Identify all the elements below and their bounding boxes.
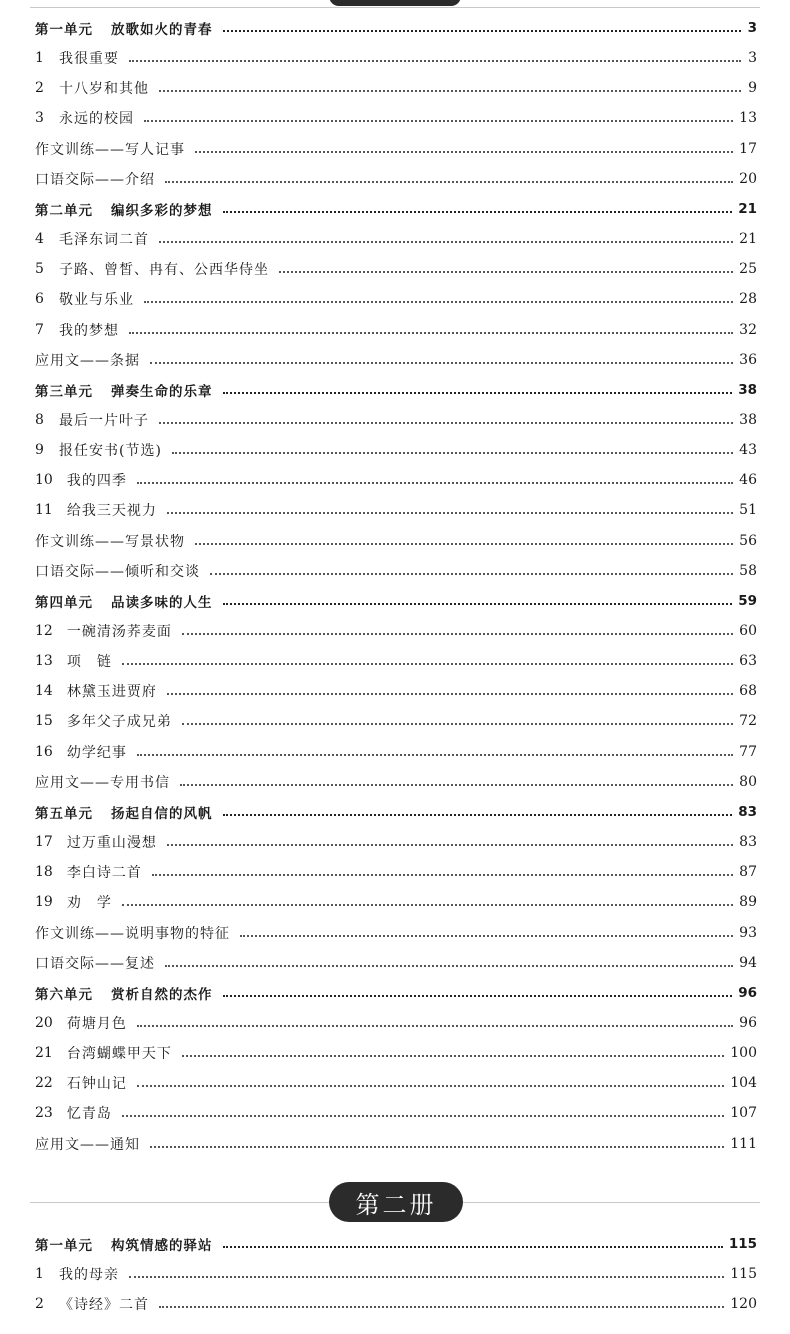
lesson-row	[35, 164, 757, 194]
lesson-number: 2	[35, 80, 44, 97]
page-number: 17	[739, 140, 757, 157]
page-number: 60	[739, 623, 757, 639]
lesson-title: 林黛玉进贾府	[66, 684, 157, 701]
lesson-row	[35, 556, 757, 586]
page-number: 51	[739, 502, 757, 519]
page-number: 38	[739, 411, 757, 428]
dot-leader	[279, 257, 733, 273]
dot-leader	[167, 830, 733, 846]
volume-2-badge: 第二册	[329, 1182, 463, 1222]
dot-leader	[129, 1262, 724, 1278]
dot-leader	[195, 529, 733, 545]
page-number: 107	[730, 1105, 757, 1122]
lesson-row	[35, 526, 757, 556]
lesson-row	[35, 646, 757, 676]
lesson-row	[35, 254, 757, 284]
page-number: 56	[739, 532, 757, 549]
lesson-row	[35, 706, 757, 736]
lesson-number: 14	[35, 683, 53, 700]
lesson-row	[35, 857, 757, 887]
lesson-title: 作文训练——写人记事	[35, 141, 185, 158]
lesson-row	[35, 134, 757, 164]
dot-leader	[144, 287, 733, 303]
lesson-row	[35, 435, 757, 465]
unit-title: 赏析自然的杰作	[111, 986, 213, 1003]
dot-leader	[129, 46, 741, 62]
lesson-title: 应用文——专用书信	[35, 774, 170, 791]
lesson-title: 作文训练——说明事物的特征	[35, 925, 230, 942]
lesson-row	[35, 284, 757, 314]
lesson-row	[35, 405, 757, 435]
unit-heading-row	[35, 1229, 757, 1259]
lesson-row	[35, 465, 757, 495]
lesson-title: 毛泽东词二首	[59, 232, 149, 249]
page-number: 115	[728, 1236, 757, 1252]
lesson-number: 10	[35, 472, 53, 489]
top-rule	[30, 7, 760, 8]
unit-heading-row	[35, 13, 757, 43]
dot-leader	[195, 137, 733, 153]
page-number: 59	[738, 592, 757, 609]
lesson-number: 23	[35, 1105, 53, 1122]
unit-label: 第一单元	[35, 22, 93, 38]
dot-leader	[165, 951, 733, 967]
lesson-row	[35, 676, 757, 706]
lesson-row	[35, 948, 757, 978]
lesson-number: 1	[35, 1266, 44, 1283]
dot-leader	[165, 167, 733, 183]
dot-leader	[144, 106, 733, 122]
page-number: 96	[739, 1014, 757, 1031]
dot-leader	[159, 408, 733, 424]
dot-leader	[159, 1292, 724, 1308]
lesson-number: 11	[35, 502, 53, 519]
dot-leader	[150, 1132, 724, 1148]
lesson-row	[35, 345, 757, 375]
lesson-title: 作文训练——写景状物	[35, 533, 185, 550]
page-number: 115	[730, 1266, 757, 1283]
page-number: 77	[739, 743, 757, 760]
unit-label: 第六单元	[35, 986, 93, 1003]
lesson-title: 项 链	[66, 654, 112, 671]
dot-leader	[159, 227, 733, 243]
lesson-row	[35, 1259, 757, 1289]
lesson-number: 8	[35, 411, 44, 428]
unit-label: 第二单元	[35, 202, 93, 219]
unit-title: 放歌如火的青春	[111, 22, 213, 38]
unit-heading-row	[35, 586, 757, 616]
lesson-row	[35, 737, 757, 767]
lesson-title: 多年父子成兄弟	[66, 714, 172, 731]
lesson-row	[35, 495, 757, 525]
dot-leader	[122, 649, 733, 665]
unit-label: 第四单元	[35, 594, 93, 611]
page-number: 46	[739, 472, 757, 489]
dot-leader	[240, 921, 733, 937]
page-number: 21	[738, 200, 757, 217]
dot-leader	[223, 197, 733, 213]
page-number: 38	[738, 381, 757, 398]
page-number: 43	[739, 442, 757, 459]
page-number: 36	[739, 351, 757, 368]
dot-leader	[210, 559, 733, 575]
lesson-title: 口语交际——介绍	[35, 171, 155, 188]
lesson-number: 21	[35, 1045, 53, 1062]
page-number: 100	[730, 1045, 757, 1062]
lesson-row	[35, 887, 757, 917]
page-number: 21	[739, 231, 757, 248]
lesson-title: 子路、曾皙、冉有、公西华侍坐	[59, 262, 269, 279]
lesson-title: 口语交际——倾听和交谈	[35, 563, 200, 580]
lesson-title: 应用文——通知	[35, 1136, 140, 1153]
lesson-number: 5	[35, 261, 44, 278]
unit-label: 第三单元	[35, 383, 93, 400]
lesson-title: 李白诗二首	[66, 865, 142, 882]
dot-leader	[182, 1041, 724, 1057]
page-number: 80	[739, 773, 757, 790]
page-number: 94	[739, 954, 757, 971]
page-number: 9	[748, 80, 757, 97]
page-number: 20	[739, 170, 757, 187]
lesson-number: 18	[35, 864, 53, 881]
lesson-title: 忆青岛	[66, 1106, 112, 1123]
page-number: 111	[730, 1135, 757, 1152]
lesson-row	[35, 1098, 757, 1128]
lesson-row	[35, 1008, 757, 1038]
volume-2-header	[0, 1178, 790, 1228]
lesson-row	[35, 1289, 757, 1319]
unit-title: 编织多彩的梦想	[111, 202, 213, 219]
dot-leader	[223, 378, 733, 394]
dot-leader	[223, 1232, 723, 1248]
dot-leader	[167, 679, 733, 695]
lesson-title: 一碗清汤荞麦面	[66, 624, 172, 640]
lesson-title: 给我三天视力	[66, 503, 157, 520]
page-number: 93	[739, 924, 757, 941]
unit-title: 构筑情感的驿站	[111, 1238, 213, 1254]
dot-leader	[223, 589, 733, 605]
dot-leader	[223, 16, 742, 32]
lesson-title: 我的四季	[66, 473, 127, 490]
dot-leader	[137, 468, 733, 484]
dot-leader	[182, 619, 733, 635]
lesson-number: 12	[35, 623, 53, 639]
unit-heading-row	[35, 978, 757, 1008]
dot-leader	[159, 76, 741, 92]
lesson-title: 报任安书(节选)	[59, 443, 162, 460]
lesson-title: 我很重要	[59, 51, 119, 68]
dot-leader	[137, 740, 733, 756]
page-number: 89	[739, 894, 757, 911]
dot-leader	[137, 1011, 733, 1027]
lesson-title: 台湾蝴蝶甲天下	[66, 1046, 172, 1063]
dot-leader	[223, 800, 733, 816]
lesson-row	[35, 616, 757, 646]
lesson-number: 2	[35, 1296, 44, 1313]
lesson-number: 22	[35, 1075, 53, 1092]
lesson-row	[35, 918, 757, 948]
unit-heading-row	[35, 375, 757, 405]
unit-title: 弹奏生命的乐章	[111, 383, 213, 400]
lesson-number: 15	[35, 713, 53, 730]
lesson-title: 最后一片叶子	[59, 412, 149, 429]
lesson-title: 荷塘月色	[66, 1015, 127, 1032]
page-number: 96	[738, 984, 757, 1001]
lesson-title: 口语交际——复述	[35, 955, 155, 972]
dot-leader	[167, 498, 733, 514]
page-number: 13	[739, 110, 757, 127]
page-number: 63	[739, 653, 757, 670]
lesson-title: 劝 学	[66, 895, 112, 912]
lesson-row	[35, 1129, 757, 1159]
lesson-row	[35, 224, 757, 254]
lesson-title: 《诗经》二首	[59, 1297, 149, 1314]
dot-leader	[182, 709, 733, 725]
lesson-row	[35, 1068, 757, 1098]
volume-one-badge	[329, 0, 461, 6]
lesson-row	[35, 103, 757, 133]
dot-leader	[137, 1071, 724, 1087]
lesson-number: 1	[35, 50, 44, 67]
unit-title: 扬起自信的风帆	[111, 805, 213, 822]
lesson-number: 7	[35, 321, 44, 338]
page-number: 32	[739, 321, 757, 338]
unit-heading-row	[35, 797, 757, 827]
page-number: 104	[730, 1075, 757, 1092]
page-number: 72	[739, 713, 757, 730]
lesson-row	[35, 315, 757, 345]
lesson-number: 17	[35, 834, 53, 851]
page-number: 83	[739, 834, 757, 851]
dot-leader	[180, 770, 733, 786]
lesson-row	[35, 767, 757, 797]
page-number: 83	[738, 803, 757, 820]
lesson-row	[35, 73, 757, 103]
page-number: 120	[730, 1296, 757, 1313]
page-number: 68	[739, 683, 757, 700]
lesson-number: 16	[35, 743, 53, 760]
page-number: 25	[739, 261, 757, 278]
dot-leader	[150, 348, 733, 364]
unit-heading-row	[35, 194, 757, 224]
unit-label: 第一单元	[35, 1238, 93, 1254]
lesson-number: 20	[35, 1014, 53, 1031]
lesson-title: 永远的校园	[59, 111, 134, 128]
dot-leader	[152, 860, 733, 876]
lesson-number: 4	[35, 231, 44, 248]
dot-leader	[129, 318, 733, 334]
lesson-title: 敬业与乐业	[59, 292, 134, 309]
lesson-number: 6	[35, 291, 44, 308]
lesson-title: 十八岁和其他	[59, 81, 149, 98]
dot-leader	[122, 1101, 724, 1117]
dot-leader	[172, 438, 733, 454]
lesson-number: 9	[35, 442, 44, 459]
lesson-number: 3	[35, 110, 44, 127]
page-number: 87	[739, 864, 757, 881]
unit-title: 品读多味的人生	[111, 594, 213, 611]
lesson-title: 我的母亲	[59, 1267, 119, 1284]
lesson-row	[35, 43, 757, 73]
page-number: 3	[747, 20, 757, 36]
lesson-title: 幼学纪事	[66, 744, 127, 761]
lesson-title: 应用文——条据	[35, 352, 140, 369]
page-number: 28	[739, 291, 757, 308]
dot-leader	[223, 981, 733, 997]
lesson-number: 13	[35, 653, 53, 670]
lesson-row	[35, 1038, 757, 1068]
lesson-number: 19	[35, 894, 53, 911]
lesson-row	[35, 827, 757, 857]
page-number: 3	[748, 50, 757, 67]
lesson-title: 过万重山漫想	[66, 835, 157, 852]
lesson-title: 石钟山记	[66, 1076, 127, 1093]
lesson-title: 我的梦想	[59, 322, 119, 339]
page-number: 58	[739, 562, 757, 579]
dot-leader	[122, 890, 733, 906]
unit-label: 第五单元	[35, 805, 93, 822]
